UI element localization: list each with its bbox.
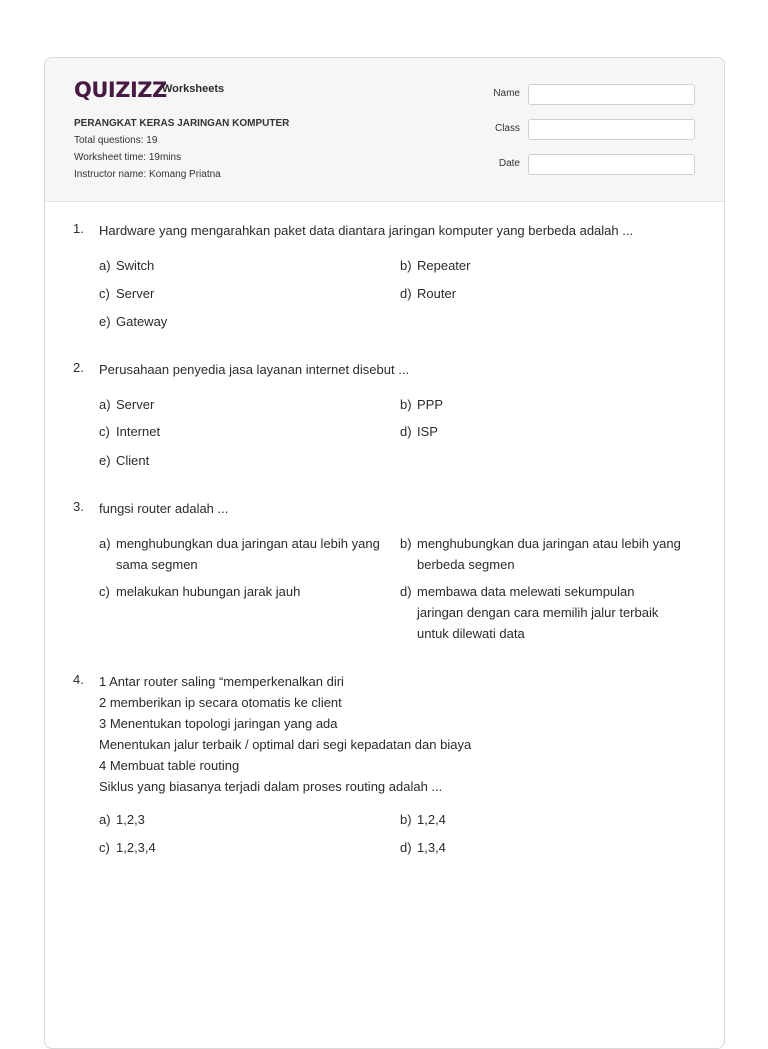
option-letter: a) — [99, 397, 111, 412]
option-e — [99, 311, 167, 332]
worksheet-header — [45, 58, 724, 202]
option-letter: c) — [99, 584, 110, 599]
product-name: Worksheets — [162, 83, 225, 95]
name-field[interactable] — [528, 84, 695, 105]
option-a — [99, 394, 154, 415]
option-text: membawa data melewati sekumpulan jaringan dengan cara memilih jalur terbaik untuk dilewati data — [417, 584, 659, 641]
option-d — [400, 421, 438, 442]
option-text: melakukan hubungan jarak jauh — [116, 584, 301, 599]
option-text: 1,2,3 — [116, 812, 145, 827]
option-letter: e) — [99, 314, 111, 329]
option-text: Server — [116, 286, 155, 301]
option-c — [99, 581, 391, 602]
date-label: Date — [498, 158, 520, 169]
option-text: Internet — [116, 424, 161, 439]
option-b — [400, 809, 446, 830]
option-text: menghubungkan dua jaringan atau lebih yang berbeda segmen — [417, 536, 681, 572]
question-text: fungsi router adalah ... — [99, 501, 229, 516]
question-text: Perusahaan penyedia jasa layanan internet disebut ... — [99, 362, 410, 377]
question-number: 1. — [73, 221, 84, 236]
option-text: Gateway — [116, 314, 168, 329]
option-b — [400, 255, 470, 276]
name-label: Name — [493, 88, 520, 99]
option-text: Switch — [116, 258, 155, 273]
option-a — [99, 533, 391, 575]
question-text: Hardware yang mengarahkan paket data diantara jaringan komputer yang berbeda adalah ... — [99, 223, 634, 238]
question-line: 2 memberikan ip secara otomatis ke client — [99, 695, 342, 710]
option-text: menghubungkan dua jaringan atau lebih yang sama segmen — [116, 536, 380, 572]
option-letter: b) — [400, 258, 412, 273]
option-text: Server — [116, 397, 155, 412]
option-letter: c) — [99, 286, 110, 301]
class-field[interactable] — [528, 119, 695, 140]
option-text: 1,2,4 — [417, 812, 446, 827]
option-letter: d) — [400, 424, 412, 439]
date-field[interactable] — [528, 154, 695, 175]
worksheet-title: PERANGKAT KERAS JARINGAN KOMPUTER — [74, 118, 290, 129]
question-number: 3. — [73, 499, 84, 514]
option-c — [99, 421, 160, 442]
option-letter: a) — [99, 536, 111, 551]
option-letter: c) — [99, 424, 110, 439]
option-c — [99, 837, 156, 858]
option-letter: c) — [99, 840, 110, 855]
total-questions: Total questions: 19 — [74, 135, 158, 146]
worksheet-time: Worksheet time: 19mins — [74, 152, 182, 163]
option-b — [400, 533, 697, 575]
option-letter: a) — [99, 812, 111, 827]
option-text: PPP — [417, 397, 444, 412]
option-letter: b) — [400, 536, 412, 551]
option-d — [400, 581, 677, 644]
option-letter: e) — [99, 453, 111, 468]
option-letter: d) — [400, 286, 412, 301]
question-number: 4. — [73, 672, 84, 687]
question-line: 1 Antar router saling “memperkenalkan diri — [99, 674, 344, 689]
question-line: 3 Menentukan topologi jaringan yang ada — [99, 716, 338, 731]
question-line: Menentukan jalur terbaik / optimal dari segi kepadatan dan biaya — [99, 737, 472, 752]
option-text: Client — [116, 453, 150, 468]
option-d — [400, 283, 456, 304]
question-text — [99, 671, 699, 797]
instructor-name: Instructor name: Komang Priatna — [74, 169, 221, 180]
question-number: 2. — [73, 360, 84, 375]
option-letter: d) — [400, 840, 412, 855]
option-text: 1,2,3,4 — [116, 840, 156, 855]
option-letter: d) — [400, 584, 412, 599]
class-label: Class — [494, 123, 520, 134]
question-line: 4 Membuat table routing — [99, 758, 240, 773]
option-a — [99, 255, 154, 276]
option-d — [400, 837, 446, 858]
option-a — [99, 809, 145, 830]
option-text: 1,3,4 — [417, 840, 446, 855]
worksheet-meta — [74, 115, 289, 183]
quizizz-logo: QUIZIZZ — [74, 78, 167, 102]
option-c — [99, 283, 154, 304]
option-text: ISP — [417, 424, 438, 439]
question-line: Siklus yang biasanya terjadi dalam proses routing adalah ... — [99, 779, 443, 794]
option-b — [400, 394, 443, 415]
option-letter: b) — [400, 812, 412, 827]
option-text: Router — [417, 286, 457, 301]
option-text: Repeater — [417, 258, 471, 273]
option-e — [99, 450, 149, 471]
option-letter: a) — [99, 258, 111, 273]
option-letter: b) — [400, 397, 412, 412]
